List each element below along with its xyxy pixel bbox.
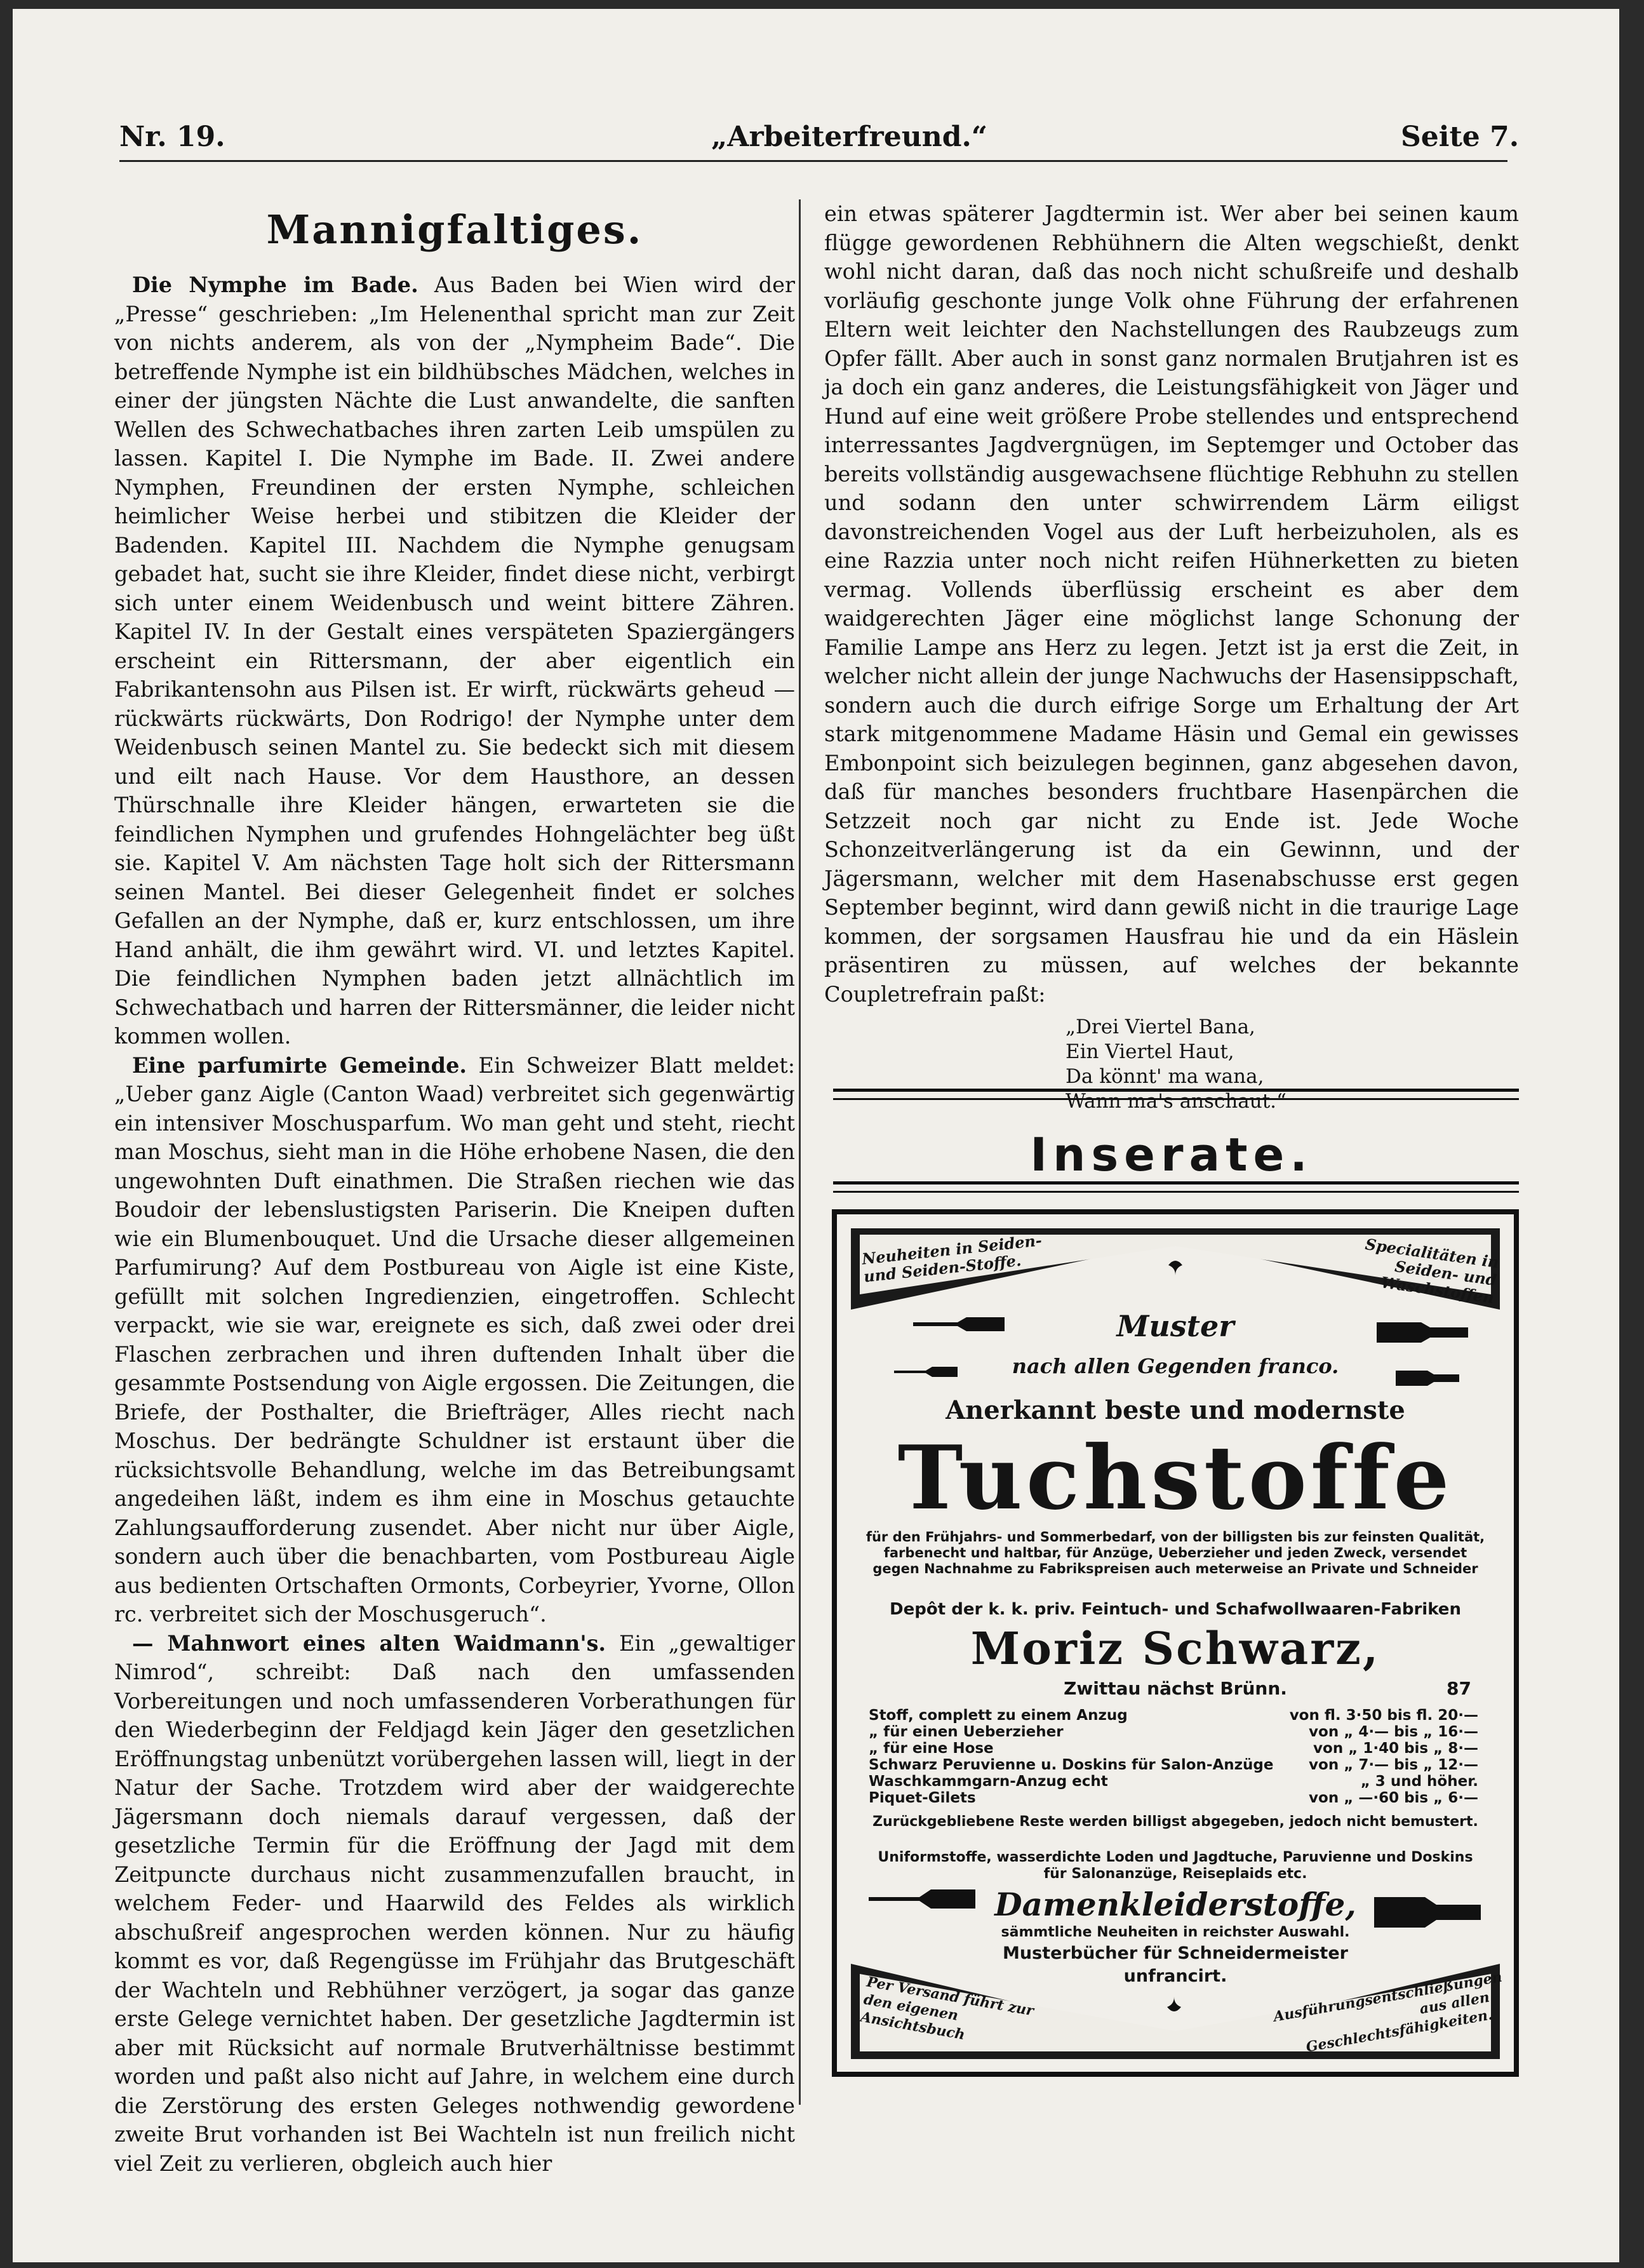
ad-corner-right: Specialitäten in Seiden- und Waschstoffen: [1364, 1235, 1500, 1307]
verse-line: Da könnt' ma wana,: [1066, 1065, 1264, 1088]
inserate-rule-top: [833, 1089, 1519, 1100]
ad-reste: Zurückgebliebene Reste werden billigst abgegeben, jedoch nicht bemustert.: [872, 1814, 1478, 1830]
ad-bottom-right: Ausführungsentschließungen aus allen Geschlechtsfähigkeiten.: [1272, 1968, 1504, 2056]
ad-number: 87: [1447, 1678, 1471, 1699]
page-number: Seite 7.: [1401, 121, 1520, 153]
article-mahnwort-title: — Mahnwort eines alten Waidmann's.: [132, 1630, 606, 1656]
price-item: „ für einen Ueberzieher: [869, 1724, 1064, 1740]
price-value: von „ 4·— bis „ 16·—: [1309, 1724, 1478, 1740]
ad-musterbuecher: Musterbücher für Schneidermeister: [1003, 1943, 1348, 1963]
header-rule: [119, 160, 1507, 162]
ad-headline: Tuchstoffe: [897, 1426, 1454, 1529]
article-nymphe-body: Aus Baden bei Wien wird der „Presse“ geschrieben: „Im Helenenthal spricht man zur Zeit von nichts anderem, als von der „Nympheim Bade“. Die betreffende Nymphe ist ein bildhübsches Mädchen, welches in einer der jüngsten Nächte die Lust anwandelte, die sanften Wellen des Schwechatbaches ihren zarten Leib umspülen zu lassen. Kapitel I. Die Nymphe im Bade. II. Zwei andere Nymphen, Freundinen der ersten Nymphe, schleichen heimlicher Weise herbei und stibitzen die Kleider der Badenden. Kapitel III. Nachdem die Nymphe genugsam gebadet hat, sucht sie ihre Kleider, findet diese nicht, verbirgt sich unter einem Weidenbusch und weint bittere Zähren. Kapitel IV. In der Gestalt eines verspäteten Spaziergängers erscheint ein Rittersmann, der aber eigentlich ein Fabrikantensohn aus Pilsen ist. Er wirft, rückwärts geheud — rückwärts rückwärts, Don Rodrigo! der Nymphe unter dem Weidenbusch seinen Mantel zu. Sie bedeckt sich mit diesem und eilt nach Hause. Vor dem Hausthore, an dessen Thürschnalle ihre Kleider hängen, erwarteten sie die feindlichen Nymphen und grufendes Hohngelächter beg üßt sie. Kapitel V. Am nächsten Tage holt sich der Rittersmann seinen Mantel. Bei dieser Gelegenheit findet er solches Gefallen an der Nymphe, daß er, kurz entschlossen, um ihre Hand anhält, die ihm gewährt wird. VI. und letztes Kapitel. Die feindlichen Nymphen baden jetzt allnächtlich im Schwechatbach und harren der Rittersmänner, die leider nicht kommen wollen.: [114, 272, 795, 1049]
article-nymphe-title: Die Nymphe im Bade.: [132, 272, 418, 297]
article-mahnwort-continued: [824, 199, 1519, 1009]
ad-neuheiten: sämmtliche Neuheiten in reichster Auswahl.: [1001, 1924, 1350, 1940]
newspaper-page: [13, 9, 1619, 2262]
right-column: [824, 199, 1519, 1114]
price-value: „ 3 und höher.: [1360, 1773, 1478, 1790]
price-item: Waschkammgarn-Anzug echt: [869, 1773, 1108, 1790]
article-mahnwort: [114, 1629, 795, 2178]
ad-description: für den Frühjahrs- und Sommerbedarf, von der billigsten bis zur feinsten Qualität, farbenecht und haltbar, für Anzüge, Ueberzieher und jeden Zweck, versendet gegen Nachnahme zu Fabrikspreisen auch meterweise an Private und Schneider: [865, 1529, 1485, 1576]
price-item: Schwarz Peruvienne u. Doskins für Salon-Anzüge: [869, 1757, 1274, 1773]
price-value: von fl. 3·50 bis fl. 20·—: [1289, 1707, 1478, 1724]
advertisement-moriz-schwarz: [832, 1209, 1519, 2077]
article-gemeinde-title: Eine parfumirte Gemeinde.: [132, 1052, 467, 1078]
ad-muster: Muster: [1116, 1309, 1234, 1343]
verse-line: Wann ma's anschaut.“: [1066, 1090, 1286, 1113]
price-value: von „ —·60 bis „ 6·—: [1309, 1790, 1478, 1806]
price-item: Stoff, complett zu einem Anzug: [869, 1707, 1128, 1724]
price-value: von „ 7·— bis „ 12·—: [1309, 1757, 1478, 1773]
price-item: „ für eine Hose: [869, 1740, 994, 1757]
ad-unfrancirt: unfrancirt.: [1123, 1966, 1227, 1986]
ad-uniform: Uniformstoffe, wasserdichte Loden und Jagdtuche, Paruvienne und Doskins für Salonanzüge, Reiseplaids etc.: [878, 1849, 1473, 1882]
ad-damen: Damenkleiderstoffe,: [994, 1886, 1356, 1923]
ornament-icon: [1167, 1997, 1181, 2011]
article-mahnwort-body-left: Ein „gewaltiger Nimrod“, schreibt: Daß nach den umfassenden Vorbereitungen und noch umfassenderen Vorberathungen für den Wiederbeginn der Feldjagd kein Jäger den gesetzlichen Eröffnungstag unbenützt vorübergehen lassen will, liegt in der Natur der Sache. Trotzdem wird aber der waidgerechte Jägersmann doch niemals darauf vergessen, daß der gesetzliche Termin für die Eröffnung der Jagd mit dem Zeitpuncte durchaus nicht zusammenzufallen braucht, in welchem Feder- und Haarwild des Feldes als wirklich abschußreif angesprochen werden können. Nur zu häufig kommt es vor, daß Regengüsse im Frühjahr das Brutgeschäft der Wachteln und Rebhühner verzögert, ja sogar das ganze erste Gelege vernichtet haben. Der gesetzliche Jagdtermin ist aber mit Rücksicht auf normale Brutverhältnisse bestimmt worden und paßt also nicht auf Jahre, in welchem eine durch die Zerstörung des ersten Geleges nothwendig gewordene zweite Brut vorhanden ist Bei Wachteln ist nun freilich nicht viel Zeit zu verlieren, obgleich auch hier: [114, 1630, 796, 2176]
price-value: von „ 1·40 bis „ 8·—: [1313, 1740, 1478, 1757]
article-gemeinde: [114, 1051, 795, 1629]
column-rule: [799, 199, 801, 2105]
ad-company: Moriz Schwarz,: [970, 1622, 1380, 1675]
issue-number: Nr. 19.: [119, 121, 225, 153]
article-mahnwort-body-right: ein etwas späterer Jagdtermin ist. Wer aber bei seinen kaum flügge gewordenen Rebhühnern die Alten wegschießt, denkt wohl nicht daran, daß das noch nicht schußreife und deshalb vorläufig geschonte junge Volk ohne Führung der erfahrenen Eltern weit leichter den Nachstellungen des Raubzeugs zum Opfer fällt. Aber auch in sonst ganz normalen Brutjahren ist es ja doch ein ganz anderes, die Leistungsfähigkeit von Jäger und Hund auf eine weit größere Probe stellendes und entsprechend interressantes Jagdvergnügen, im Septemger und October das bereits vollständig ausgewachsene flüchtige Rebhuhn zu stellen und sodann den unter schwirrendem Lärm eiligst davonstreichenden Vogel aus der Luft herbeizuholen, als es eine Razzia unter noch nicht reifen Hühnerketten zu bieten vermag. Vollends überflüssig erscheint es aber dem waidgerechten Jäger eine möglichst lange Schonung der Familie Lampe ans Herz zu legen. Jetzt ist ja erst die Zeit, in welcher nicht allein der junge Nachwuchs der Hasensippschaft, sondern auch die durch eifrige Sorge um Erhaltung der Art stark mitgenommene Madame Häsin und Gemal ein gewisses Embonpoint sich beizulegen beginnen, ganz abgesehen davon, daß für manches besonders fruchtbare Hasenpärchen die Setzzeit noch gar nicht zu Ende ist. Jede Woche Schonzeitverlängerung ist da ein Gewinnn, und der Jägersmann, welcher mit dem Hasenabschusse erst gegen September beginnt, wird dann gewiß nicht in die traurige Lage kommen, der sorgsamen Hausfrau hie und da ein Häslein präsentiren zu müssen, auf welches der bekannte Coupletrefrain paßt:: [824, 201, 1519, 1007]
ornament-icon: [1168, 1261, 1182, 1275]
article-nymphe: [114, 271, 795, 1051]
ad-bottom-left: Per Versand führt zur den eigenen Ansichtsbuch: [859, 1973, 1035, 2044]
ad-location: Zwittau nächst Brünn.: [1064, 1678, 1287, 1699]
left-column: [114, 199, 795, 2178]
article-gemeinde-body: Ein Schweizer Blatt meldet: „Ueber ganz Aigle (Canton Waad) verbreitet sich gegenwärtig ein intensiver Moschusparfum. Wo man geht und steht, riecht man Moschus, sieht man in die Höhe erhobene Nasen, die den ungewohnten Duft einathmen. Die Straßen riechen wie das Boudoir der lebenslustigsten Pariserin. Die Kneipen duften wie ein Blumenbouquet. Und die Ursache dieser allgemeinen Parfumirung? Auf dem Postbureau von Aigle ist eine Kiste, gefüllt mit solchen Ingredienzien, eingetroffen. Schlecht verpackt, wie sie war, ereignete es sich, daß zwei oder drei Flaschen zerbrachen und ihren duftenden Inhalt über die gesammte Postsendung von Aigle ergossen. Die Zeitungen, die Briefe, der Posthalter, die Briefträger, Alles riecht nach Moschus. Der bedrängte Schuldner ist erstaunt über die rücksichtsvolle Behandlung, welche im das Betreibungsamt angedeihen läßt, indem es ihm eine in Moschus getauchte Zahlungsaufforderung zusendet. Aber nicht nur über Aigle, sondern auch über die benachbarten, vom Postbureau Aigle aus bedienten Ortschaften Ormonts, Corbeyrier, Yvorne, Ollon rc. verbreitet sich der Moschusgeruch“.: [114, 1052, 795, 1627]
section-title: Mannigfaltiges.: [266, 206, 643, 253]
ad-depot: Depôt der k. k. priv. Feintuch- und Schafwollwaaren-Fabriken: [890, 1600, 1461, 1619]
ad-anerkannt: Anerkannt beste und modernste: [946, 1395, 1405, 1425]
verse-line: Ein Viertel Haut,: [1066, 1040, 1234, 1063]
newspaper-title: „Arbeiterfreund.“: [711, 121, 988, 153]
inserate-heading: Inserate.: [1030, 1128, 1313, 1181]
inserate-rule-bottom: [833, 1181, 1519, 1193]
verse-line: „Drei Viertel Bana,: [1066, 1016, 1255, 1038]
ad-muster-sub: nach allen Gegenden franco.: [1012, 1354, 1339, 1378]
price-item: Piquet-Gilets: [869, 1790, 976, 1806]
ad-corner-left: Neuheiten in Seiden- und Seiden-Stoffe.: [860, 1231, 1043, 1286]
